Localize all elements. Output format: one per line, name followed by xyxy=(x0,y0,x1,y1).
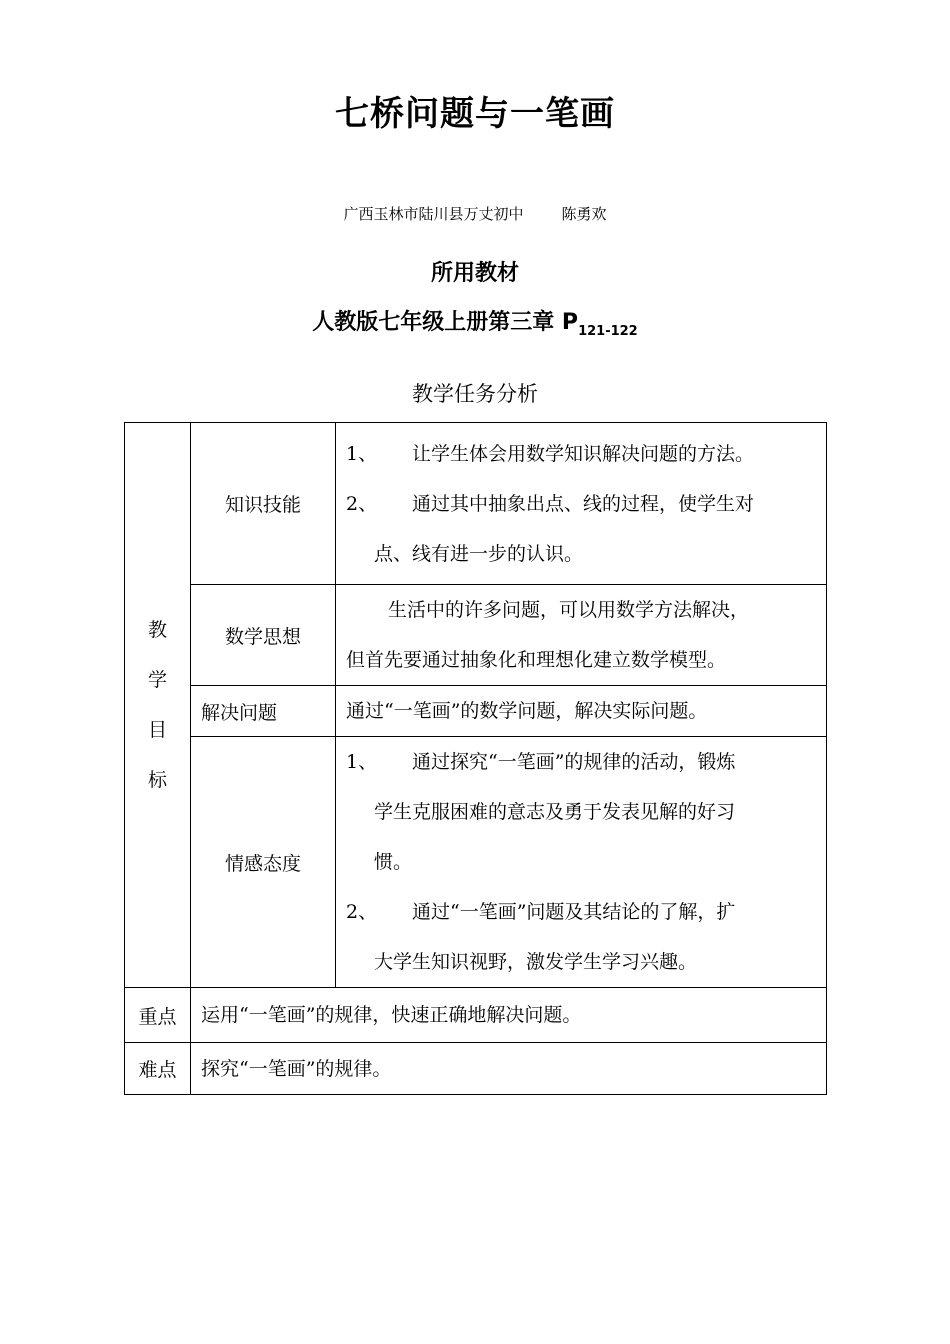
textbook-main: 人教版七年级上册第三章 P xyxy=(312,310,579,335)
page-title: 七桥问题与一笔画 xyxy=(335,94,615,134)
table-row xyxy=(125,988,827,1043)
materials-heading: 所用教材 xyxy=(430,261,519,286)
goal-char: 学 xyxy=(147,669,167,691)
difficulty-text: 探究“一笔画”的规律。 xyxy=(201,1057,392,1080)
knowledge-item2-a: 通过其中抽象出点、线的过程，使学生对 xyxy=(412,492,755,515)
problem-content xyxy=(336,686,827,737)
knowledge-label: 知识技能 xyxy=(191,423,336,585)
table-row xyxy=(125,423,827,585)
goal-char: 教 xyxy=(147,619,167,641)
table-row xyxy=(125,585,827,686)
emotion-item2-b: 大学生知识视野，激发学生学习兴趣。 xyxy=(374,951,698,973)
item-number: 1、 xyxy=(346,751,378,773)
teaching-goal-label xyxy=(125,423,191,988)
emotion-item2-a: 通过“一笔画”问题及其结论的了解，扩 xyxy=(412,901,736,923)
difficulty-content xyxy=(191,1043,827,1095)
key-point-text: 运用“一笔画”的规律，快速正确地解决问题。 xyxy=(201,1004,582,1026)
emotion-item1-c: 惯。 xyxy=(374,851,413,873)
author-school: 广西玉林市陆川县万丈初中 xyxy=(343,205,524,223)
author-name: 陈勇欢 xyxy=(561,205,607,223)
difficulty-label: 难点 xyxy=(125,1043,191,1095)
table-row xyxy=(125,686,827,737)
teaching-task-table xyxy=(124,422,827,1095)
table-title: 教学任务分析 xyxy=(412,382,538,406)
key-point-content xyxy=(191,988,827,1043)
table-row xyxy=(125,1043,827,1095)
thinking-content xyxy=(336,585,827,686)
thinking-line2: 但首先要通过抽象化和理想化建立数学模型。 xyxy=(346,649,727,671)
knowledge-item2-b: 点、线有进一步的认识。 xyxy=(374,542,584,565)
item-number: 2、 xyxy=(346,492,378,515)
textbook-pages: 121-122 xyxy=(578,324,638,339)
goal-char: 标 xyxy=(147,769,167,791)
thinking-label: 数学思想 xyxy=(191,585,336,686)
emotion-item1-a: 通过探究“一笔画”的规律的活动，锻炼 xyxy=(412,751,736,773)
emotion-item1-b: 学生克服困难的意志及勇于发表见解的好习 xyxy=(374,801,736,823)
thinking-line1: 生活中的许多问题，可以用数学方法解决， xyxy=(388,599,750,621)
problem-text: 通过“一笔画”的数学问题，解决实际问题。 xyxy=(346,700,708,722)
textbook-heading xyxy=(0,305,950,339)
table-row xyxy=(125,737,827,988)
emotion-content xyxy=(336,737,827,988)
key-point-label: 重点 xyxy=(125,988,191,1043)
item-number: 1、 xyxy=(346,442,378,465)
problem-label: 解决问题 xyxy=(191,686,336,737)
knowledge-item1: 让学生体会用数学知识解决问题的方法。 xyxy=(412,442,755,465)
item-number: 2、 xyxy=(346,901,378,923)
knowledge-content xyxy=(336,423,827,585)
goal-char: 目 xyxy=(147,719,167,741)
author-line xyxy=(0,203,950,224)
emotion-label: 情感态度 xyxy=(191,737,336,988)
